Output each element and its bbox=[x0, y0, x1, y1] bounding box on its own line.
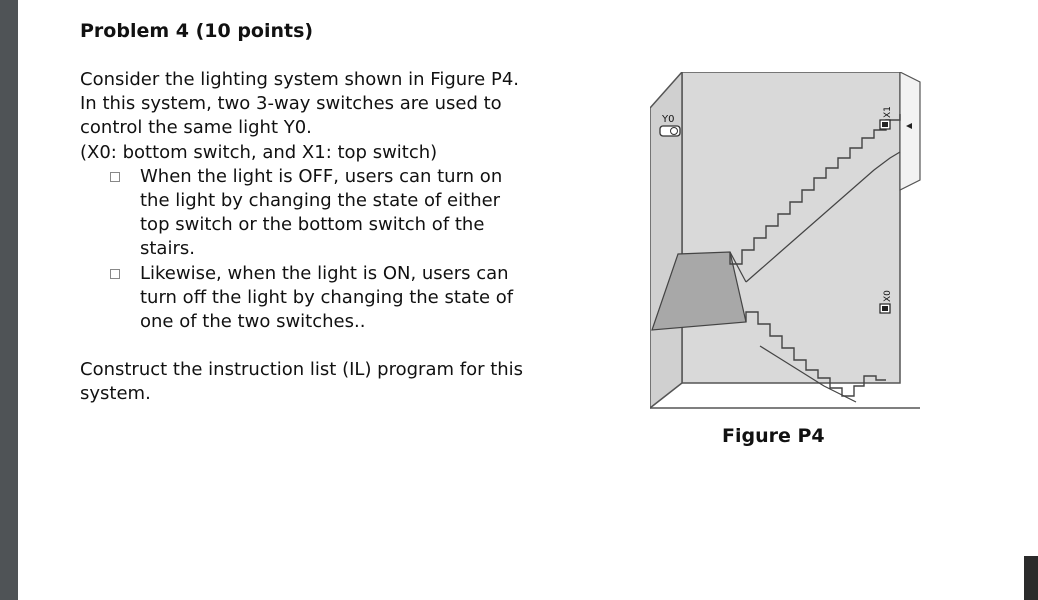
requirement-line: When the light is OFF, users can turn on bbox=[140, 165, 503, 187]
bullet-box-icon bbox=[110, 172, 120, 182]
bullet-box-icon bbox=[110, 269, 120, 279]
viewer-left-edge bbox=[0, 0, 18, 600]
viewer-scroll-handle[interactable] bbox=[1024, 556, 1038, 600]
doorway bbox=[900, 72, 920, 190]
requirements-list bbox=[80, 165, 550, 334]
requirement-line: turn off the light by changing the state of bbox=[140, 286, 514, 308]
requirement-item bbox=[110, 165, 550, 262]
requirement-line: stairs. bbox=[140, 238, 195, 260]
bottom-switch-label: X0 bbox=[883, 290, 893, 302]
top-switch-label: X1 bbox=[883, 106, 893, 118]
task-line: system. bbox=[80, 383, 151, 405]
intro-line: Consider the lighting system shown in Figure P4. bbox=[80, 69, 519, 90]
back-wall bbox=[682, 72, 900, 383]
requirement-line: the light by changing the state of either bbox=[140, 190, 501, 212]
light-label: Y0 bbox=[662, 114, 675, 125]
requirement-item bbox=[110, 262, 550, 335]
staircase-figure bbox=[650, 72, 922, 410]
requirement-line: one of the two switches.. bbox=[140, 311, 366, 333]
intro-line: control the same light Y0. bbox=[80, 117, 312, 139]
problem-body bbox=[80, 68, 550, 407]
requirement-line: Likewise, when the light is ON, users can bbox=[140, 262, 509, 284]
intro-line: In this system, two 3-way switches are used to bbox=[80, 93, 502, 115]
problem-title: Problem 4 (10 points) bbox=[80, 20, 314, 42]
figure-caption: Figure P4 bbox=[722, 425, 825, 447]
bottom-switch-toggle bbox=[882, 306, 888, 311]
task-line: Construct the instruction list (IL) program for this bbox=[80, 359, 524, 381]
top-switch-toggle bbox=[882, 122, 888, 127]
intro-line: (X0: bottom switch, and X1: top switch) bbox=[80, 141, 438, 163]
light-bulb-icon bbox=[671, 128, 678, 135]
requirement-line: top switch or the bottom switch of the bbox=[140, 214, 485, 236]
